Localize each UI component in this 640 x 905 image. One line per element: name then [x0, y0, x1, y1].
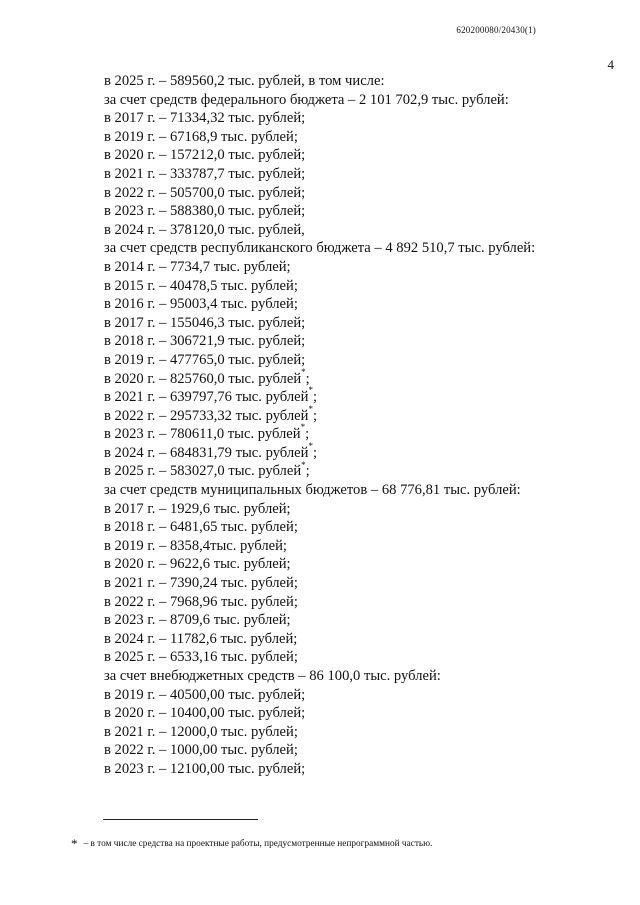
funding-year-line: [0, 574, 640, 593]
line-tail: ;: [305, 463, 310, 480]
line-text: за счет средств республиканского бюджета – 4 892 510,7 тыс. рублей:: [104, 240, 536, 257]
funding-year-line: [0, 611, 640, 630]
line-text: в 2021 г. – 7390,24 тыс. рублей;: [104, 575, 298, 592]
line-text: в 2023 г. – 780611,0 тыс. рублей: [104, 426, 301, 443]
funding-year-line: [0, 128, 640, 147]
footnote-ref-mark: *: [301, 459, 306, 470]
line-text: за счет средств муниципальных бюджетов – 68 776,81 тыс. рублей:: [104, 482, 521, 499]
line-text: в 2021 г. – 639797,76 тыс. рублей: [104, 389, 309, 406]
line-tail: ;: [305, 370, 310, 387]
funding-year-line: [0, 441, 640, 463]
funding-year-line: [0, 760, 640, 779]
funding-source-heading: [0, 481, 640, 500]
line-text: в 2024 г. – 684831,79 тыс. рублей: [104, 444, 309, 461]
line-text: в 2018 г. – 306721,9 тыс. рублей;: [104, 333, 306, 350]
footnote-ref-mark: *: [308, 385, 313, 396]
line-text: в 2018 г. – 6481,65 тыс. рублей;: [104, 519, 298, 536]
footnote-ref-mark: *: [308, 441, 313, 452]
funding-lines: [0, 72, 640, 779]
line-text: в 2025 г. – 589560,2 тыс. рублей, в том числе:: [104, 73, 385, 89]
line-tail: ;: [312, 389, 317, 406]
line-text: в 2020 г. – 825760,0 тыс. рублей: [104, 370, 302, 387]
line-text: в 2023 г. – 12100,00 тыс. рублей;: [104, 760, 306, 777]
funding-year-line: [0, 109, 640, 128]
line-text: в 2017 г. – 1929,6 тыс. рублей;: [104, 500, 291, 517]
funding-year-line: [0, 295, 640, 314]
line-text: в 2025 г. – 583027,0 тыс. рублей: [104, 463, 302, 480]
line-text: в 2024 г. – 378120,0 тыс. рублей,: [104, 221, 305, 238]
funding-source-heading: [0, 91, 640, 110]
line-text: в 2017 г. – 71334,32 тыс. рублей;: [104, 110, 306, 127]
footnote-ref-mark: *: [301, 366, 306, 377]
line-tail: ;: [312, 444, 317, 461]
funding-year-line: [0, 537, 640, 556]
line-text: в 2020 г. – 9622,6 тыс. рублей;: [104, 556, 291, 573]
funding-year-line: [0, 385, 640, 407]
line-text: в 2022 г. – 7968,96 тыс. рублей;: [104, 593, 298, 610]
line-text: в 2022 г. – 1000,00 тыс. рублей;: [104, 742, 298, 759]
line-text: в 2022 г. – 295733,32 тыс. рублей: [104, 407, 309, 424]
footnote-mark: *: [71, 836, 78, 851]
funding-year-line: [0, 723, 640, 742]
funding-year-line: [0, 351, 640, 370]
footnote-divider: [103, 819, 258, 820]
footnote-text: – в том числе средства на проектные работы, предусмотренные непрограммной частью.: [83, 839, 433, 849]
line-text: за счет средств федерального бюджета – 2 101 702,9 тыс. рублей:: [104, 91, 509, 108]
funding-year-line: [0, 314, 640, 333]
line-text: в 2019 г. – 477765,0 тыс. рублей;: [104, 351, 306, 368]
line-tail: ;: [312, 407, 317, 424]
footnote-ref-mark: *: [300, 422, 306, 433]
footnote: [71, 834, 432, 850]
line-text: в 2014 г. – 7734,7 тыс. рублей;: [104, 258, 291, 275]
funding-year-line: [0, 500, 640, 519]
line-text: в 2021 г. – 12000,0 тыс. рублей;: [104, 723, 298, 740]
line-text: в 2023 г. – 588380,0 тыс. рублей;: [104, 203, 306, 220]
funding-year-line: [0, 704, 640, 723]
funding-year-line: [0, 258, 640, 277]
funding-year-line: [0, 648, 640, 667]
funding-year-line: [0, 741, 640, 760]
line-text: в 2023 г. – 8709,6 тыс. рублей;: [104, 612, 291, 629]
funding-year-line: [0, 332, 640, 351]
funding-year-line: [0, 277, 640, 296]
funding-year-line: [0, 72, 640, 91]
line-text: в 2020 г. – 10400,00 тыс. рублей;: [104, 705, 306, 722]
funding-year-line: [0, 403, 640, 426]
line-text: в 2019 г. – 67168,9 тыс. рублей;: [104, 128, 298, 145]
line-text: в 2019 г. – 40500,00 тыс. рублей;: [104, 686, 306, 703]
funding-year-line: [0, 459, 640, 481]
funding-year-line: [0, 184, 640, 203]
funding-year-line: [0, 422, 640, 444]
funding-year-line: [0, 221, 640, 240]
funding-year-line: [0, 165, 640, 184]
line-text: в 2021 г. – 333787,7 тыс. рублей;: [104, 165, 306, 182]
line-text: в 2022 г. – 505700,0 тыс. рублей;: [104, 184, 306, 201]
funding-year-line: [0, 146, 640, 165]
funding-year-line: [0, 518, 640, 537]
funding-year-line: [0, 366, 640, 389]
funding-source-heading: [0, 239, 640, 258]
line-text: в 2016 г. – 95003,4 тыс. рублей;: [104, 296, 298, 313]
line-text: за счет внебюджетных средств – 86 100,0 тыс. рублей:: [104, 668, 441, 684]
line-text: в 2024 г. – 11782,6 тыс. рублей;: [104, 630, 298, 647]
line-text: в 2017 г. – 155046,3 тыс. рублей;: [104, 314, 306, 331]
funding-year-line: [0, 630, 640, 649]
funding-year-line: [0, 686, 640, 705]
funding-year-line: [0, 202, 640, 221]
funding-year-line: [0, 555, 640, 574]
line-text: в 2015 г. – 40478,5 тыс. рублей;: [104, 277, 298, 294]
line-text: в 2019 г. – 8358,4тыс. рублей;: [104, 537, 287, 554]
document-code: 620200080/20430(1): [456, 25, 536, 35]
funding-year-line: [0, 593, 640, 612]
line-text: в 2020 г. – 157212,0 тыс. рублей;: [104, 147, 306, 164]
line-text: в 2025 г. – 6533,16 тыс. рублей;: [104, 649, 298, 666]
funding-source-heading: [0, 667, 640, 686]
page-number: 4: [607, 57, 614, 72]
footnote-ref-mark: *: [308, 403, 313, 414]
line-tail: ;: [305, 426, 310, 443]
